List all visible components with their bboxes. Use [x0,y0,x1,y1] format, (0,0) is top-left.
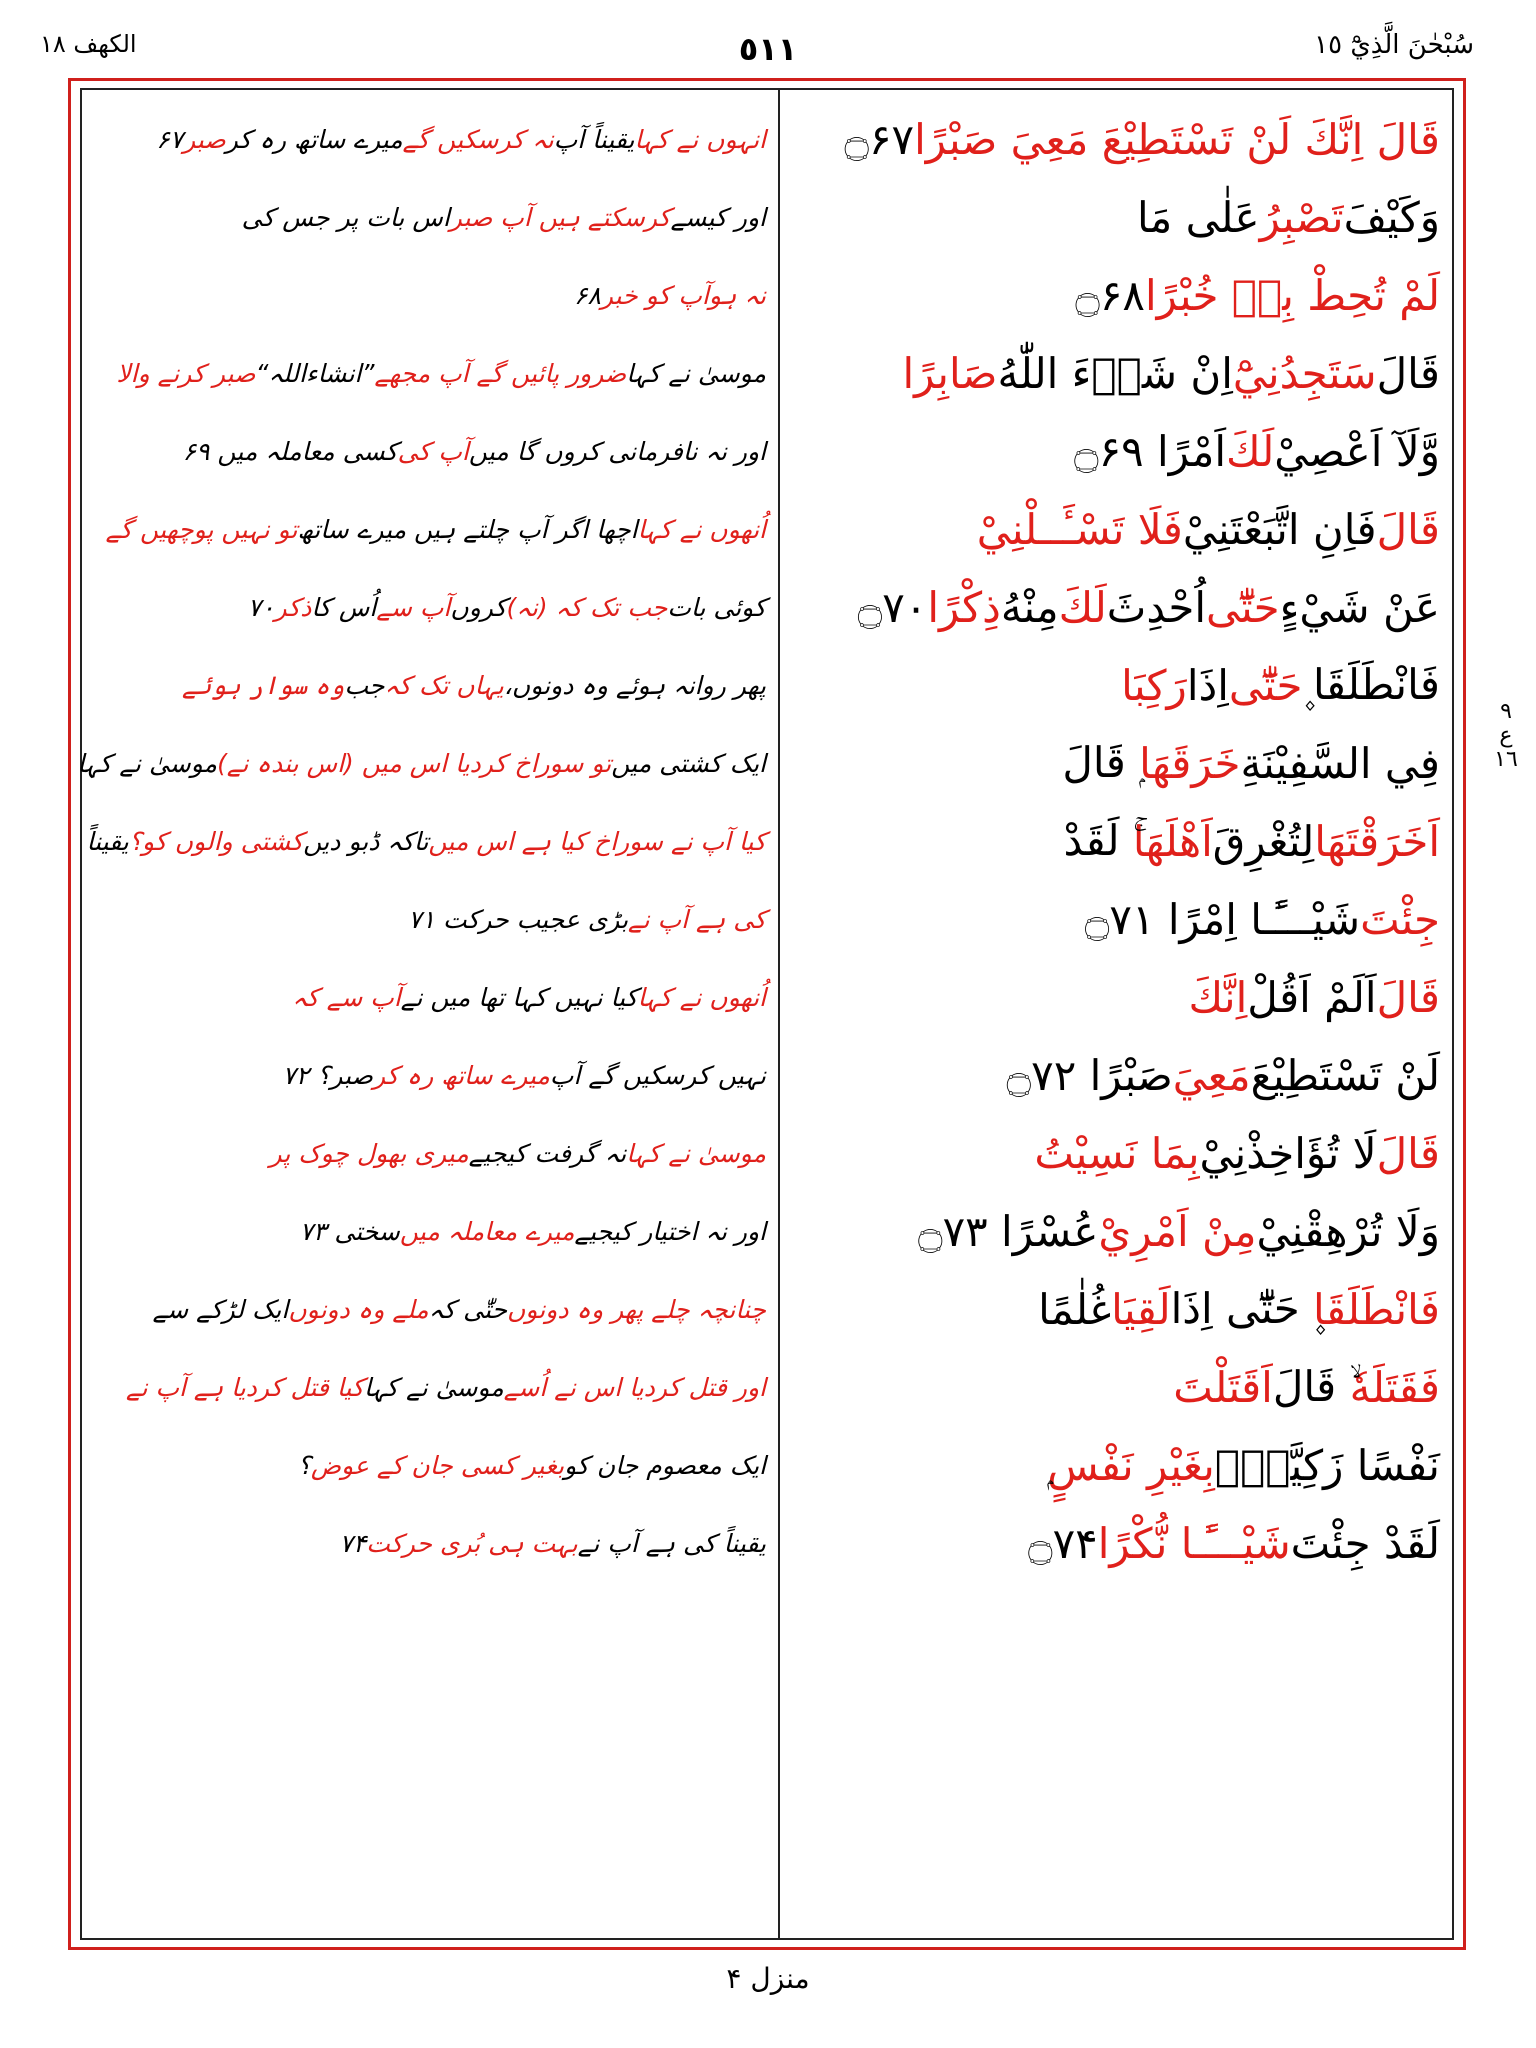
urdu-translation-line-segment: ۶۷ [156,124,184,154]
urdu-translation-line-segment: ۷۰ [247,592,275,622]
urdu-translation-line-segment: میرے معاملہ میں [399,1216,575,1246]
urdu-translation-line-segment: نہ ہوآپ کو خبر [600,280,766,310]
arabic-verse-line [792,256,1440,334]
arabic-verse-line-segment: فَقَتَلَهٗ [1349,1362,1440,1412]
urdu-translation-line-segment: پھر روانہ ہوئے وہ دونوں، [503,670,766,700]
arabic-verse-line-segment: اَهْلَهَا [1132,816,1213,866]
urdu-translation-line [94,412,766,490]
arabic-verse-line-segment: ۝۷۰ [857,582,928,632]
arabic-verse-line-segment: حَتّٰٓى [1228,660,1303,710]
urdu-translation-line [94,1114,766,1192]
page-header [0,0,1536,70]
arabic-verse-line-segment: شَيْـــًٔـا اِمْرًا ۝۷۱ [1084,894,1361,944]
arabic-verse-line-segment: ۝۶۷ [844,114,915,164]
urdu-translation-line-segment: صبر کرنے والا [116,358,256,388]
urdu-translation-line [94,1036,766,1114]
arabic-verse-line-segment: فَلَا تَسْـَٔــلْنِيْ [976,504,1183,554]
urdu-translation-line-segment: تو نہیں پوچھیں گے [105,514,298,544]
arabic-verse-line-segment: ذِكْرًا [927,582,1001,632]
arabic-verse-line [792,334,1440,412]
arabic-verse-line-segment: لَنْ تَسْتَطِيْعَ [1250,1050,1440,1100]
arabic-verse-line-segment: حَتّٰٓى [1206,582,1280,632]
urdu-translation-line-segment: اُنھوں نے کہا [637,982,766,1012]
arabic-verse-line-segment: وَّلَآ اَعْصِيْ [1274,426,1440,476]
urdu-translation-line-segment: ”انشاءاللہ“ [255,358,375,388]
urdu-translation-line [94,880,766,958]
arabic-verse-line [792,1426,1440,1504]
urdu-translation-line [94,256,766,334]
arabic-verse-line-segment: قَالَ [1376,1128,1440,1178]
arabic-verse-line [792,1348,1440,1426]
arabic-verse-line-segment: وَلَا تُرْهِقْنِيْ [1256,1206,1440,1256]
urdu-translation-line-segment: میرے ساتھ رہ کر [372,1060,550,1090]
arabic-verse-line-segment: قَالَ [1376,348,1440,398]
arabic-verse-line-segment: نَفْسًا زَكِيَّةًۢ [1214,1440,1440,1490]
arabic-verse-line [792,1504,1440,1582]
arabic-verse-line-segment: سَتَجِدُنِيْٓ [1232,348,1377,398]
urdu-translation-line [94,646,766,724]
urdu-translation-line-segment: موسیٰ نے کہا [626,358,766,388]
arabic-verse-line-segment: اُحْدِثَ [1106,582,1206,632]
arabic-verse-line-segment: قَالَ [1376,504,1440,554]
arabic-verse-line-segment: ۝۶۸ [1075,270,1145,320]
urdu-translation-line [94,568,766,646]
arabic-verse-line-segment: قَالَ اِنَّكَ لَنْ تَسْتَطِيْعَ مَعِيَ صَبْرًا [914,114,1440,164]
urdu-translation-line-segment: یہاں تک کہ [384,670,504,700]
ruku-marker-part: ١٦ [1494,747,1518,772]
urdu-translation-line-segment: کروں [450,592,507,622]
urdu-translation-line [94,178,766,256]
urdu-translation-line [94,958,766,1036]
arabic-verse-line-segment: اَخَرَقْتَهَا [1314,816,1440,866]
urdu-translation-line [94,1192,766,1270]
arabic-verse-line-segment: مِنْ اَمْرِيْ [1098,1206,1257,1256]
urdu-translation-line-segment: یقیناً آپ [553,124,635,154]
urdu-translation-line-segment: سختی ۷۳ [299,1216,400,1246]
urdu-translation-line-segment: کی ہے آپ نے [628,904,766,934]
arabic-verse-line [792,958,1440,1036]
arabic-verse-line-segment: لَقِيَا [1111,1284,1171,1334]
urdu-translation-line-segment: ملے وہ دونوں [288,1294,429,1324]
urdu-translation-line [94,1270,766,1348]
urdu-translation-line-segment: چنانچہ چلے پھر وہ دونوں [507,1294,766,1324]
column-divider [778,90,780,1938]
urdu-translation-line-segment: صبر؟ ۷۲ [282,1060,373,1090]
urdu-translation-line-segment: میرے ساتھ رہ کر [225,124,403,154]
urdu-translation-line-segment: اور قتل کردیا اس نے اُسے [503,1372,766,1402]
ruku-marker-part: ع [1499,723,1513,748]
arabic-verse-line [792,178,1440,256]
urdu-translation-line-segment: تو سوراخ کردیا اس میں (اس بندہ نے) [217,748,612,778]
urdu-translation-line-segment: ایک لڑکے سے [152,1294,289,1324]
urdu-translation-line-segment: وہ سوار ہوئے [182,670,345,700]
arabic-verse-line-segment: فِي السَّفِيْنَةِ [1240,738,1440,788]
urdu-translation-line-segment: اور نہ اختیار کیجیے [574,1216,766,1246]
urdu-translation-line-segment: کیا نہیں کہا تھا میں نے [400,982,638,1012]
header-para-title: سُبْحٰنَ الَّذِيْٓ ١٥ [1314,30,1474,60]
arabic-verse-line-segment: لَمْ تُحِطْ بِهٖ خُبْرًا [1144,270,1440,320]
urdu-translation-line-segment: بہت ہی بُری حرکت [366,1528,578,1558]
manzil-footer: منزل ۴ [726,1962,810,1995]
arabic-verse-line-segment: خَرَقَهَا [1139,738,1241,788]
urdu-translation-line-segment: تاکہ ڈبو دیں [303,826,429,856]
arabic-verse-line-segment: صَبْرًا ۝۷۲ [1006,1050,1173,1100]
urdu-translation-line-segment: ایک کشتی میں [611,748,766,778]
arabic-verse-line-segment: بِغَيْرِ نَفْسٍ [1047,1440,1215,1490]
urdu-translation-line [94,334,766,412]
arabic-verse-line-segment: لِتُغْرِقَ [1212,816,1315,866]
urdu-translation-line-segment: نہیں کرسکیں گے آپ [549,1060,766,1090]
arabic-verse-line-segment: لَكَ [1226,426,1275,476]
arabic-verse-line-segment: عَلٰى مَا [1136,192,1260,242]
arabic-verse-line-segment: اِنْ شَاۗءَ اللّٰهُ [997,348,1233,398]
urdu-translation-line-segment: ذکر [274,592,312,622]
arabic-verse-line-segment: تَصْبِرُ [1259,192,1344,242]
urdu-translation-line-segment: حتّٰی کہ [428,1294,508,1324]
urdu-translation-line [94,1426,766,1504]
arabic-verse-line-segment: مِنْهُ [1000,582,1059,632]
arabic-verse-line-segment: اَلَمْ اَقُلْ [1247,972,1377,1022]
urdu-translation-line [86,802,766,880]
arabic-verse-line-segment: صَابِرًا [902,348,998,398]
urdu-translation-line-segment: بڑی عجیب حرکت ۷۱ [408,904,629,934]
arabic-verse-line-segment: اَمْرًا ۝۶۹ [1073,426,1227,476]
arabic-verse-line [792,490,1440,568]
urdu-translation-line-segment: نہ گرفت کیجیے [468,1138,627,1168]
arabic-verse-line-segment: غُلٰمًا [1038,1284,1112,1334]
urdu-translation-line-segment: کیا قتل کردیا ہے آپ نے [125,1372,364,1402]
urdu-translation-line-segment: موسیٰ نے کہا [77,748,218,778]
ruku-marker-part: ٩ [1500,699,1512,724]
arabic-text-column [792,100,1440,1582]
urdu-translation-line-segment: آپ سے [376,592,451,622]
arabic-verse-line-segment: ۪ حَتّٰٓى اِذَا [1170,1284,1314,1333]
arabic-verse-line [792,802,1440,880]
urdu-translation-line-segment: میری بھول چوک پر [269,1138,469,1168]
urdu-translation-line-segment: موسیٰ نے کہا [626,1138,766,1168]
arabic-verse-line-segment: اِنَّكَ [1188,972,1248,1022]
urdu-translation-line-segment: اور نہ نافرمانی کروں گا میں [468,436,766,466]
urdu-translation-line-segment: اس بات پر جس کی [241,202,450,232]
arabic-verse-line-segment: ۙ قَالَ [1272,1362,1350,1411]
arabic-verse-line-segment: عُسْرًا ۝۷۳ [917,1206,1099,1256]
urdu-translation-line-segment: جب تک کہ (نہ) [506,592,668,622]
urdu-translation-line-segment: انہوں نے کہا [634,124,766,154]
urdu-translation-line-segment: نہ کرسکیں گے [402,124,554,154]
urdu-translation-line-segment: ایک معصوم جان کو [564,1450,766,1480]
ruku-marker [1486,700,1526,772]
urdu-translation-line-segment: کیا آپ نے سوراخ کیا ہے اس میں [428,826,766,856]
urdu-translation-line [77,724,766,802]
urdu-translation-line-segment: کسی معاملہ میں ۶۹ [182,436,398,466]
urdu-translation-column [77,100,766,1582]
arabic-verse-line-segment: مَعِيَ [1172,1050,1251,1100]
urdu-translation-line-segment: جب [344,670,385,700]
arabic-verse-line-segment: فَانْطَلَقَا [1313,1284,1440,1334]
page-number: ٥١١ [738,30,798,68]
arabic-verse-line [792,1192,1440,1270]
arabic-verse-line-segment: فَانْطَلَقَا ۪ [1302,660,1440,709]
arabic-verse-line [792,568,1440,646]
urdu-translation-line-segment: اُنھوں نے کہا [637,514,766,544]
arabic-verse-line-segment: اِذَا [1186,660,1229,710]
arabic-verse-line-segment: لَقَدْ جِئْتَ [1290,1518,1440,1568]
arabic-verse-line-segment: قَالَ [1376,972,1440,1022]
urdu-translation-line-segment: بغیر کسی جان کے عوض [310,1450,565,1480]
arabic-verse-line-segment: ۚ لَقَدْ [1063,816,1133,865]
arabic-verse-line [792,880,1440,958]
urdu-translation-line-segment: یقیناً کی ہے آپ نے [577,1528,766,1558]
arabic-verse-line [792,1270,1440,1348]
arabic-verse-line-segment: ۭ قَالَ [1062,738,1140,787]
arabic-verse-line-segment: رَكِبَا [1121,660,1187,710]
urdu-translation-line-segment: آپ کی [397,436,469,466]
urdu-translation-line [94,1348,766,1426]
urdu-translation-line-segment: ضرور پائیں گے آپ مجھے [374,358,627,388]
arabic-verse-line-segment: جِئْتَ [1360,894,1440,944]
arabic-verse-line [792,646,1440,724]
urdu-translation-line-segment: موسیٰ نے کہا [363,1372,504,1402]
urdu-translation-line-segment: یقیناً [86,826,129,856]
arabic-verse-line-segment: عَنْ شَيْءٍ [1279,582,1440,632]
arabic-verse-line-segment: فَاِنِ اتَّبَعْتَنِيْ [1182,504,1377,554]
urdu-translation-line [94,100,766,178]
arabic-verse-line-segment: لَكَ [1058,582,1107,632]
urdu-translation-line-segment: آپ سے کہ [292,982,401,1012]
arabic-verse-line-segment: وَكَيْفَ [1343,192,1440,242]
urdu-translation-line-segment: صبر [183,124,226,154]
header-surah-title: الكهف ١٨ [40,30,137,58]
urdu-translation-line [94,490,766,568]
arabic-verse-line [792,1114,1440,1192]
urdu-translation-line-segment: ؟ [297,1450,311,1480]
arabic-verse-line [792,724,1440,802]
arabic-verse-line [792,412,1440,490]
arabic-verse-line [792,1036,1440,1114]
urdu-translation-line-segment: کشتی والوں کو؟ [128,826,304,856]
urdu-translation-line-segment: اچھا اگر آپ چلتے ہیں میرے ساتھ [297,514,638,544]
arabic-verse-line-segment: بِمَا نَسِيْتُ [1034,1128,1200,1178]
urdu-translation-line-segment: ۶۸ [574,280,601,310]
urdu-translation-line-segment: اور کیسے [670,202,766,232]
urdu-translation-line-segment: کرسکتے ہیں آپ صبر [449,202,671,232]
arabic-verse-line [792,100,1440,178]
urdu-translation-line [94,1504,766,1582]
arabic-verse-line-segment: لَا تُؤَاخِذْنِيْ [1199,1128,1377,1178]
arabic-verse-line-segment: شَيْـــًٔـا نُّكْرًا [1097,1518,1291,1568]
arabic-verse-line-segment: ۝۷۴ [1027,1518,1098,1568]
arabic-verse-line-segment: اَقَتَلْتَ [1173,1362,1273,1412]
urdu-translation-line-segment: ۷۴ [339,1528,367,1558]
urdu-translation-line-segment: اُس کا [311,592,377,622]
urdu-translation-line-segment: کوئی بات [667,592,766,622]
